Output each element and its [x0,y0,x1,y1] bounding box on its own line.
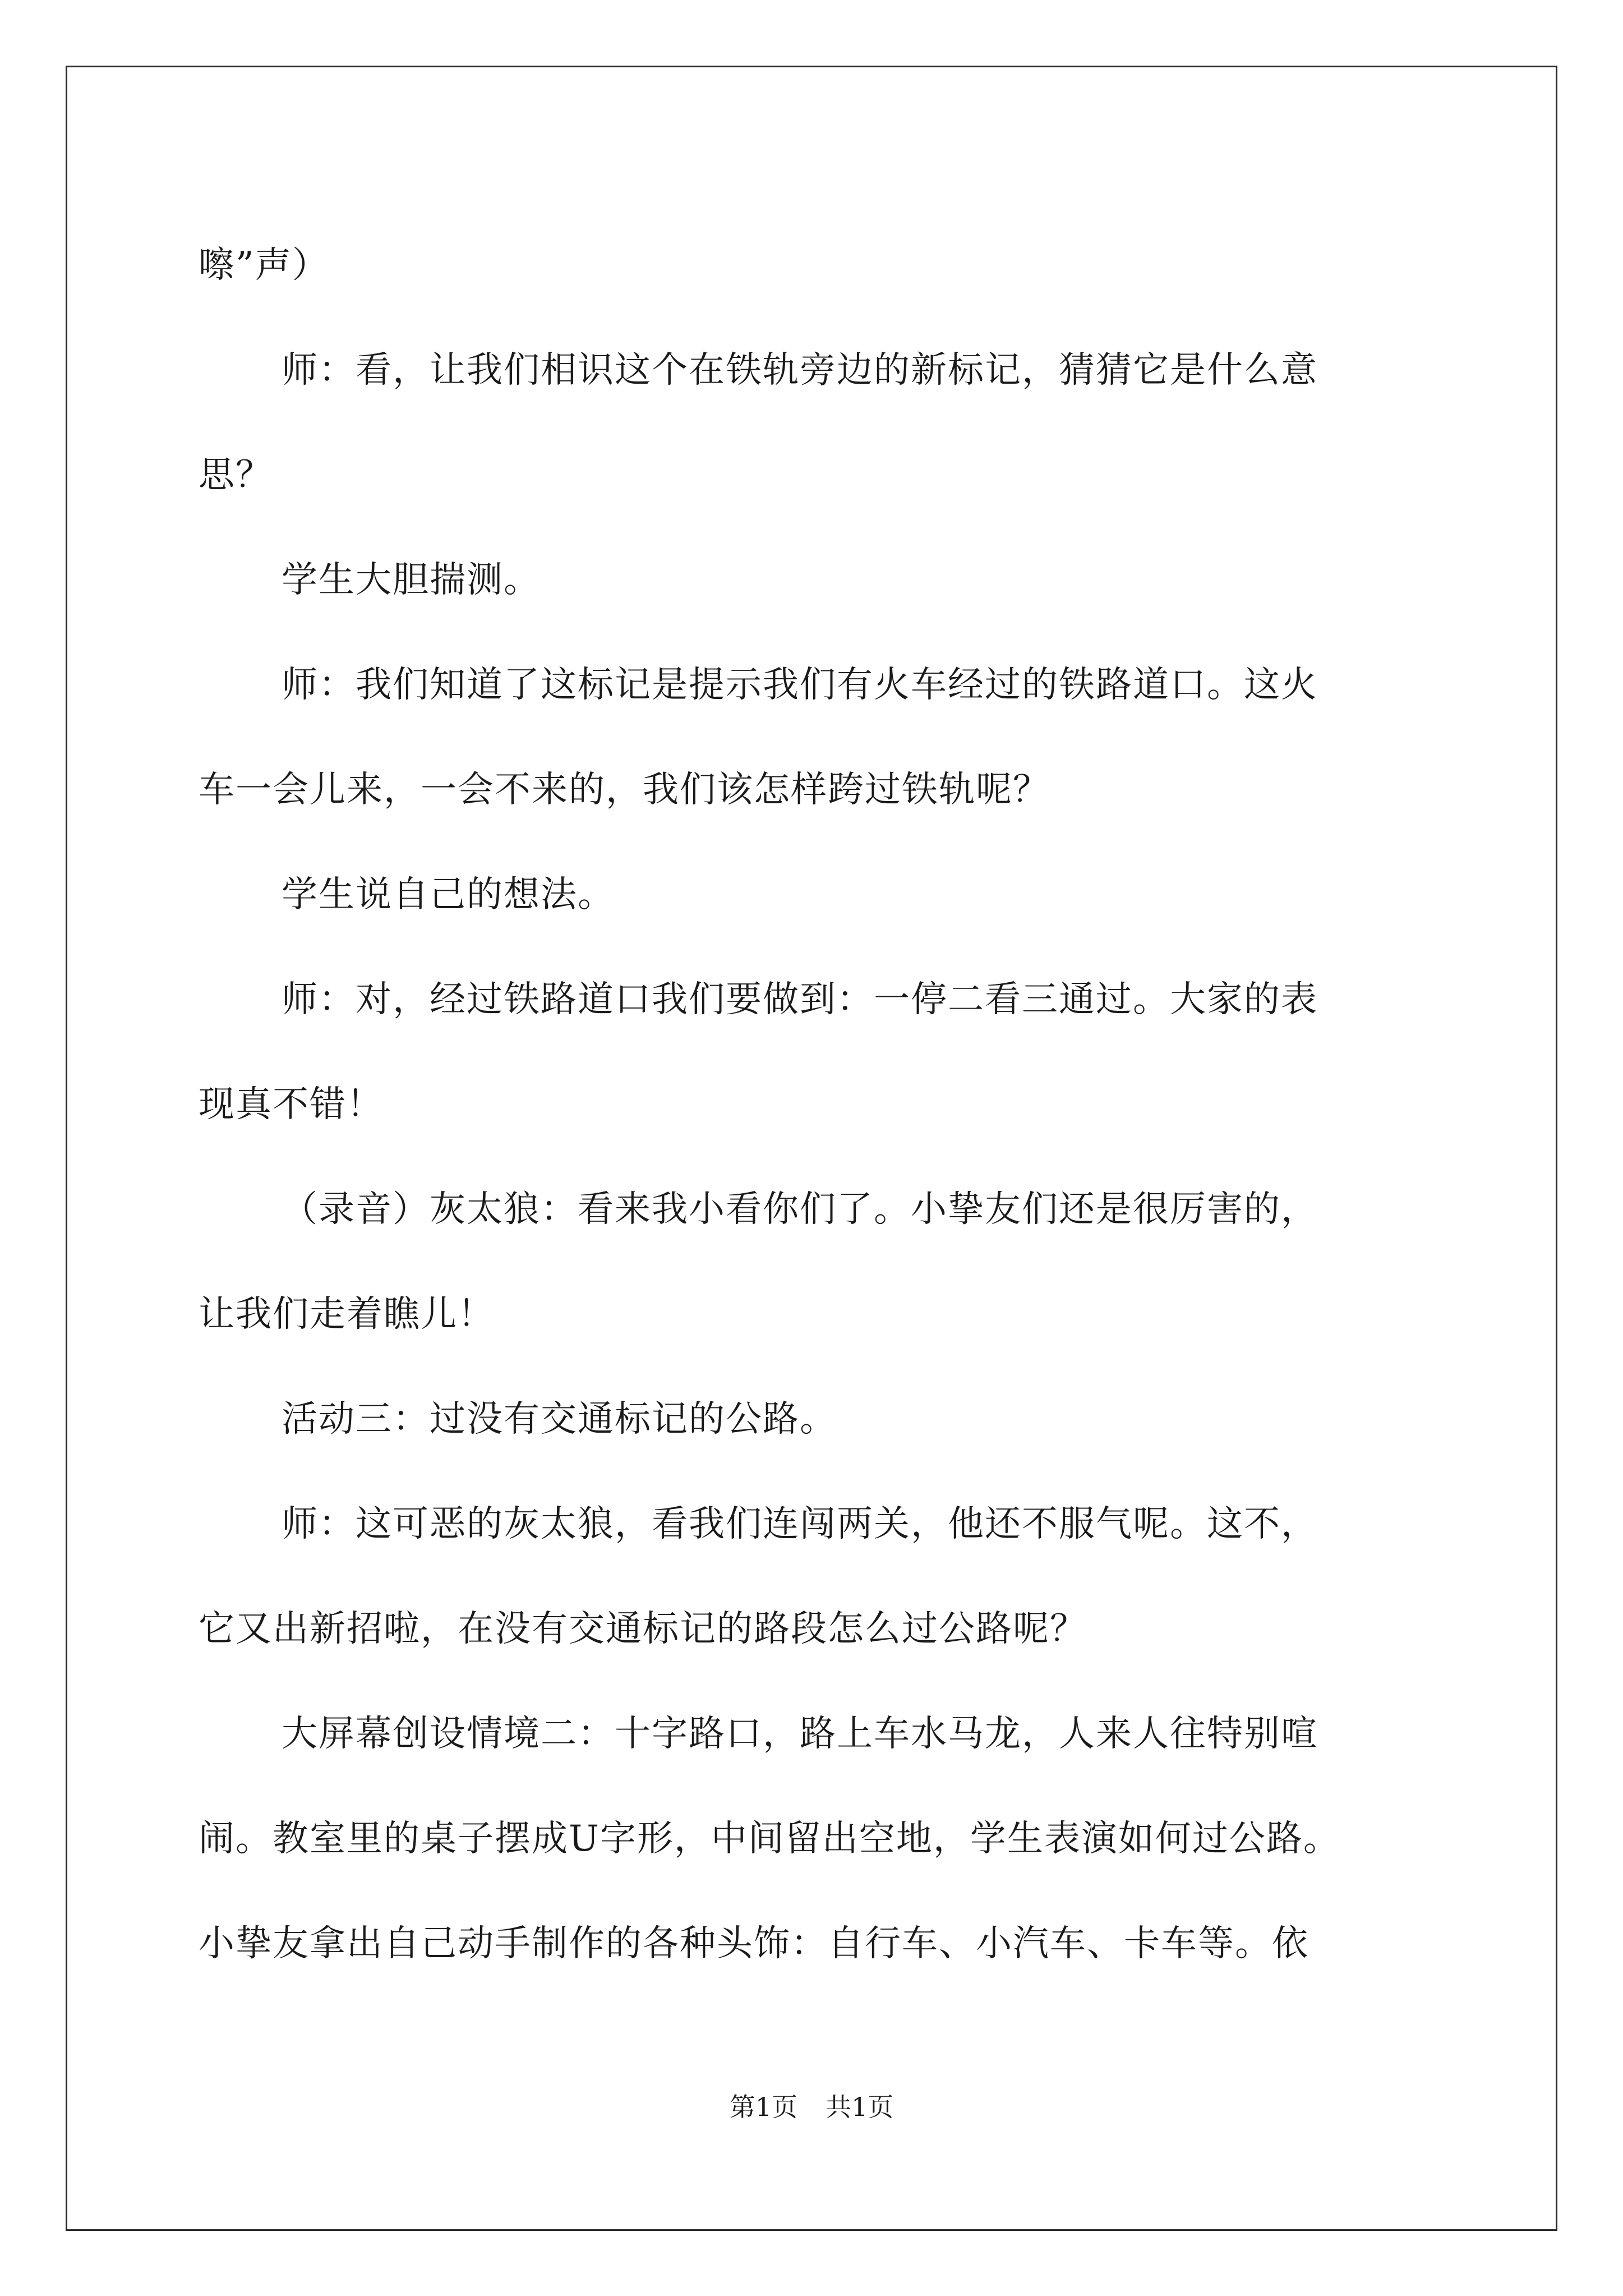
text-line: 车一会儿来，一会不来的，我们该怎样跨过铁轨呢？ [199,769,1050,811]
page-total: 共1页 [826,2092,894,2122]
text-line: 师：这可恶的灰太狼，看我们连闯两关，他还不服气呢。这不， [282,1503,1318,1545]
text-line: 活动三：过没有交通标记的公路。 [282,1398,837,1440]
text-line: 师：我们知道了这标记是提示我们有火车经过的铁路道口。这火 [282,664,1318,706]
text-line: 大屏幕创设情境二：十字路口，路上车水马龙，人来人往特别喧 [282,1713,1318,1755]
text-line: 嚓”声） [199,245,329,286]
text-line: （录音）灰太狼：看来我小看你们了。小挚友们还是很厉害的， [282,1189,1318,1230]
text-line: 师：看，让我们相识这个在铁轨旁边的新标记，猜猜它是什么意 [282,349,1318,391]
document-body [199,213,1488,1996]
text-line: 现真不错！ [199,1084,384,1125]
text-line: 小挚友拿出自己动手制作的各种头饰：自行车、小汽车、卡车等。依 [199,1923,1309,1964]
page-number: 第1页 [729,2092,797,2122]
text-line: 师：对，经过铁路道口我们要做到：一停二看三通过。大家的表 [282,979,1318,1020]
page-footer [0,2087,1623,2124]
text-line: 让我们走着瞧儿！ [199,1294,495,1335]
text-line: 它又出新招啦，在没有交通标记的路段怎么过公路呢？ [199,1608,1087,1650]
text-line: 思？ [199,454,273,496]
text-line: 学生说自己的想法。 [282,874,615,915]
text-line: 闹。教室里的桌子摆成U字形，中间留出空地，学生表演如何过公路。 [199,1818,1340,1860]
text-line: 学生大胆揣测。 [282,559,541,601]
